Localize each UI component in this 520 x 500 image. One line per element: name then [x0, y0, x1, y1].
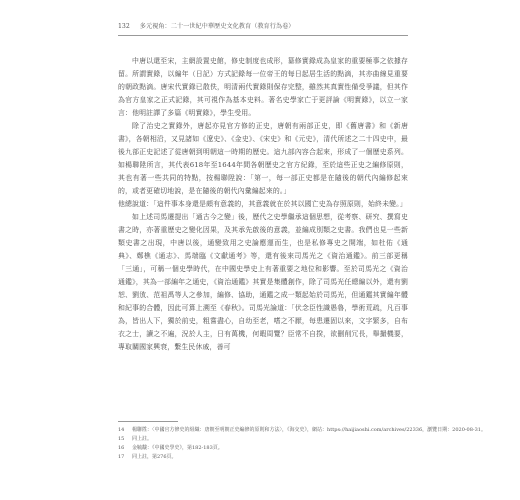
footnote — [118, 426, 486, 435]
page-number: 132 — [118, 23, 130, 30]
footnote-number: 17 — [118, 454, 125, 460]
body-text — [118, 55, 408, 354]
book-page — [118, 21, 486, 481]
paragraph: 如上述司馬遷提出「通古今之變」後，歷代之史學繼承這個思想，從考察、研究、撰寫史書之時，亦著重歷史之變化因果，及其承先啟後的意義，並編成別類之史書。我們也見一些新類史書之出現，中唐以後，通變致用之史論應運而生，也是私修專史之開端，如杜佑《通典》、鄭樵《通志》、馬端臨《文獻通考》等，還有後來司馬光之《資治通鑑》。前三部更稱「三通」，可稱一個史學時代，在中國史學史上有著重要之地位和影響。至於司馬光之《資治通鑑》，其為一部編年之通史，《資治通鑑》其實是集體創作，除了司馬光任總編以外，還有劉恕、劉攽、范祖禹等人之參加，編修、協助，通鑑之成一類起始於司馬光，但通鑑其實編年體和紀事的合體，因此可算上溯至《春秋》。司馬光論道：「伏念臣性識愚魯，學術荒疏，凡百事為，皆出人下，獨於前史，粗嘗盡心，自幼至老，嗜之不厭，每患遷固以來，文字繁多，自布衣之士，讀之不遍，況於人主，日有萬機，何暇周覽？臣常不自揆，欲刪削冗長，舉撮機要，專取關國家興衰，繫生民休戚，善可 — [118, 213, 408, 351]
running-title: 多元視角：二十一世紀中華歷史文化教育（教育行為卷） — [139, 23, 295, 30]
footnote-text: 同上註。 — [132, 436, 153, 442]
footnote-rule — [118, 421, 178, 422]
footnote-text: 金毓黻：《中國史學史》，第182-183頁。 — [132, 445, 223, 451]
footnote-number: 14 — [118, 427, 125, 433]
footnotes — [118, 426, 486, 462]
footnote-number: 16 — [118, 445, 125, 451]
footnote-text: 楊聯陞：〈中國官方修史的組織：唐朝至明朝正史編修的原則和方法〉，《海交史》，網站：https://haijiaoshi.com/archives/22336，瀏覽日期：2020-08-31。 — [132, 427, 486, 433]
paragraph: 中唐以還至宋，主網設置史館，修史制度也成形，纂修實錄成為皇家的重要極事之依據存留。所謂實錄，以編年（日記）方式記錄每一位帝王的每日起居生活的點滴，其亦曲線見重要的朝政點滴。唐宋代實錄已散佚，明清兩代實錄則保存完整，雖然其真實性備受爭議，但其作為官方皇家之正式記錄，其可視作為基本史料。著名史學家亡于更評論《明實錄》，以立一家言：他明註譯了多篇《明實錄》，學生受用。 — [118, 57, 408, 117]
paragraph: 除了治史之實錄外，唐起亦見官方修的正史，唐朝有兩部正史，即《舊唐書》和《新唐書》，各朝相沿，又見諸如《遼史》、《金史》、《宋史》和《元史》，清代所述之二十四史中，最後九部正史記述了從唐朝到明朝這一時期的歷史。這九部內容合起來，形成了一個歷史系列。如楊聯陞所言，其代表618年至1644年間各朝歷史之官方紀錄，至於這些正史之編修原則，其也有著一些共同的特點，按楊聯陞說：「第一，每一部正史都是在隨後的朝代內編修起來的，或者更確切地說，是在隨後的朝代內彙編起來的。」 — [118, 122, 408, 195]
footnote — [118, 453, 408, 462]
footnote-text: 同上註，第276頁。 — [132, 454, 177, 460]
running-header — [118, 21, 408, 33]
footnote-number: 15 — [118, 436, 125, 442]
paragraph: 他總說道：「這件事本身還是頗有意義的，其意義就在於其以國亡史為存照原則，始終未變。」 — [118, 200, 407, 208]
header-rule — [118, 35, 408, 36]
footnote — [118, 444, 408, 453]
footnote — [118, 435, 408, 444]
